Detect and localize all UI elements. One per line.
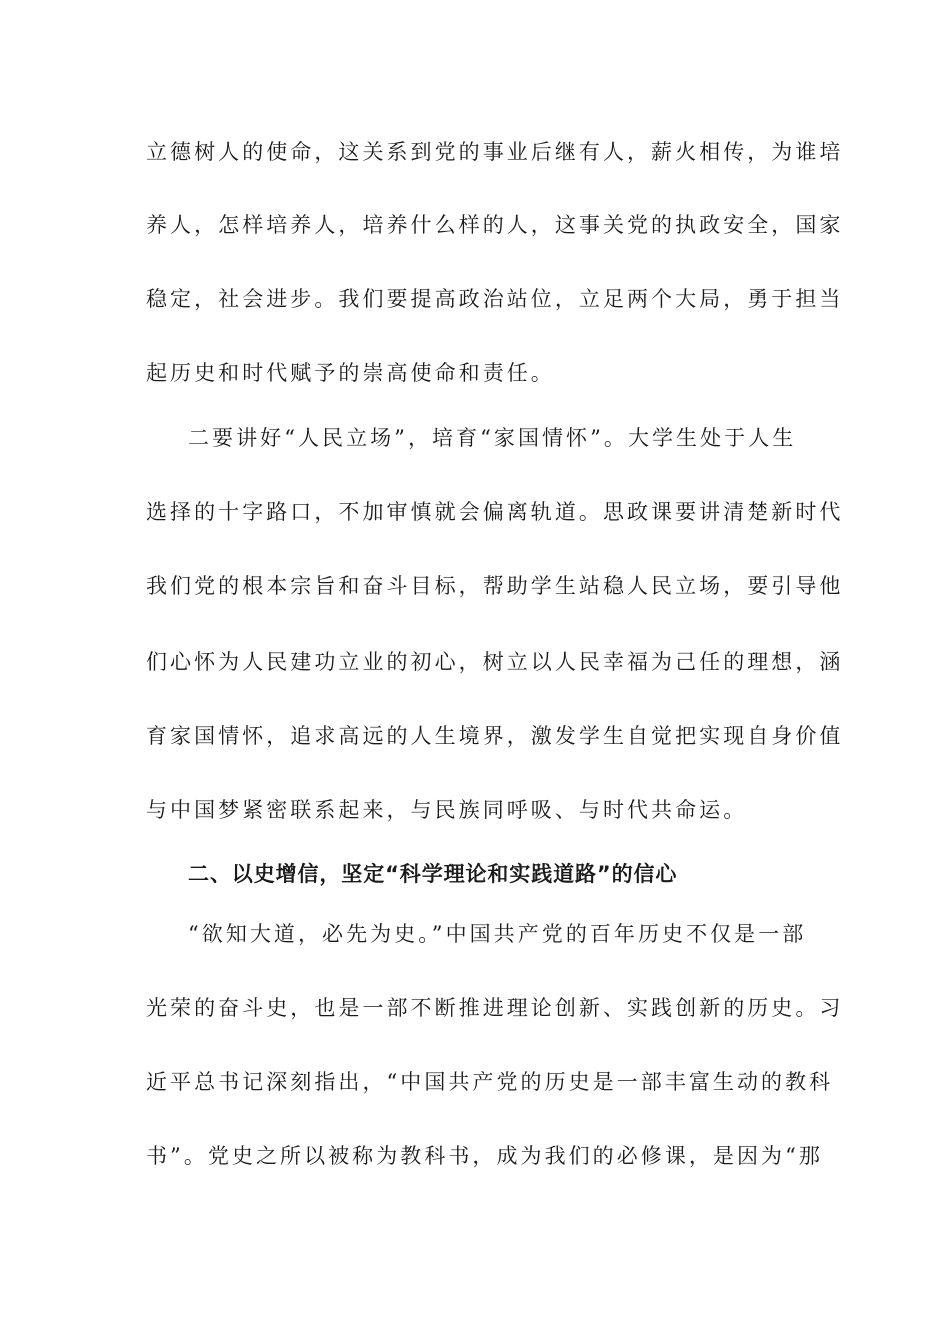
section-heading: 二、以史增信，坚定“科学理论和实践道路”的信心 — [188, 862, 678, 886]
paragraph-line: 近平总书记深刻指出，“中国共产党的历史是一部丰富生动的教科 — [146, 1070, 834, 1094]
paragraph-line: 选择的十字路口，不加审慎就会偏离轨道。思政课要讲清楚新时代 — [146, 500, 844, 524]
paragraph-line: 与中国梦紧密联系起来，与民族同呼吸、与时代共命运。 — [146, 798, 748, 822]
paragraph-line: 我们党的根本宗旨和奋斗目标，帮助学生站稳人民立场，要引导他 — [146, 574, 844, 598]
paragraph-line: 稳定，社会进步。我们要提高政治站位，立足两个大局，勇于担当 — [146, 287, 844, 311]
paragraph-line: 二要讲好“人民立场”，培育“家国情怀”。大学生处于人生 — [188, 426, 797, 450]
paragraph-line: 养人，怎样培养人，培养什么样的人，这事关党的执政安全，国家 — [146, 213, 844, 237]
paragraph-line: 书”。党史之所以被称为教科书，成为我们的必修课，是因为“那 — [146, 1144, 823, 1168]
paragraph-line: 立德树人的使命，这关系到党的事业后继有人，薪火相传，为谁培 — [146, 140, 844, 164]
paragraph-line: 育家国情怀，追求高远的人生境界，激发学生自觉把实现自身价值 — [146, 724, 844, 748]
paragraph-line: 起历史和时代赋予的崇高使命和责任。 — [146, 361, 555, 385]
paragraph-line: 们心怀为人民建功立业的初心，树立以人民幸福为己任的理想，涵 — [146, 650, 844, 674]
paragraph-line: 光荣的奋斗史，也是一部不断推进理论创新、实践创新的历史。习 — [146, 996, 844, 1020]
paragraph-line: “欲知大道，必先为史。”中国共产党的百年历史不仅是一部 — [188, 922, 807, 946]
